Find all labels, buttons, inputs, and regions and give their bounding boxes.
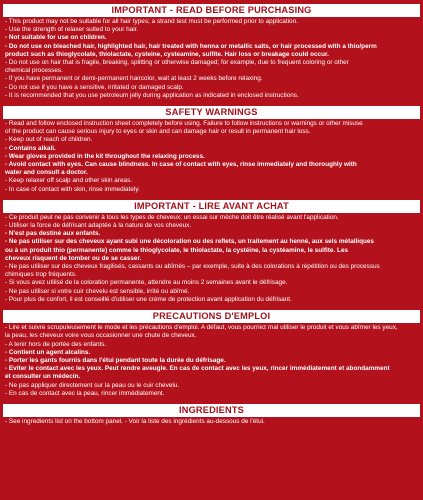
warning-line: - This product may not be suitable for all hair types; a strand test must be performed prior to application. — [5, 18, 298, 25]
section-heading: PRECAUTIONS D'EMPLOI — [3, 310, 420, 323]
warning-line: chemical processes. — [5, 67, 63, 75]
warning-line: - Si vous avez utilisé de la coloration permanente, attendre au moins 2 semaines avant le défrisage. — [5, 279, 288, 287]
warning-line: - Eviter le contact avec les yeux. Peut rendre aveugle. En cas de contact avec les yeux, rincer immédiatement et abondamment — [5, 365, 390, 373]
section-heading: IMPORTANT - LIRE AVANT ACHAT — [3, 200, 420, 213]
section-heading: IMPORTANT - READ BEFORE PURCHASING — [3, 4, 420, 17]
warning-line: product such as thioglycolate, thiolactate, cysteine, cysteamine, sulfite. Hair loss or breakage could occur. — [5, 50, 329, 58]
section-heading: INGREDIENTS — [3, 404, 420, 417]
warning-line: - If you have permanent or demi-permanent haircolor, wait at least 2 weeks before relaxing. — [5, 75, 263, 83]
warning-line: - Not suitable for use on children. — [5, 34, 107, 42]
warning-line: - Ce produit peut ne pas convenir à tous les types de cheveux; un essai sur mèche doit être réalisé avant l'application. — [5, 213, 339, 221]
warning-line: - Do not use on hair that is fragile, breaking, splitting or otherwise damaged; for example, due to frequent coloring or other — [5, 59, 349, 67]
warning-line: - N'est pas destiné aux enfants. — [5, 230, 101, 238]
section-safety-warnings — [3, 106, 420, 194]
warning-line: of the product can cause serious injury to eyes or skin and can damage hair or result in permanent hair loss. — [5, 128, 311, 136]
warning-line: - Utiliser la force de défrisant adaptée à la nature de vos cheveux. — [5, 222, 192, 230]
section-body — [3, 120, 420, 194]
warning-line: - Use the strength of relaxer suited to your hair. — [5, 26, 139, 34]
section-body — [3, 418, 420, 426]
warning-line: - Contains alkali. — [5, 144, 56, 152]
warning-line: la peau, les cheveux voire vous occasionner une chute de cheveux. — [5, 332, 197, 340]
warning-line: - See ingredients list on the bottom panel. - Voir la liste des ingrédients au-dessous de l'étui. — [5, 417, 265, 425]
warning-line: - Lire et suivre scrupuleusement le mode et les précautions d'emploi. A défaut, vous pourriez mal utiliser le produit et vous abîmer les yeux, — [5, 324, 398, 332]
section-body — [3, 324, 420, 398]
warning-line: - Keep relaxer off scalp and other skin areas. — [5, 177, 133, 185]
warning-line: water and consult a doctor. — [5, 169, 88, 177]
warning-line: - Porter les gants fournis dans l'étui pendant toute la durée du défrisage. — [5, 356, 226, 364]
warning-line: - In case of contact with skin, rinse immediately. — [5, 185, 140, 193]
section-heading: SAFETY WARNINGS — [3, 106, 420, 119]
warning-line: - Ne pas appliquer directement sur la peau ou le cuir chevelu. — [5, 381, 180, 389]
warning-line: - Ne pas utiliser si votre cuir chevelu est sensible, irrité ou abîmé. — [5, 287, 190, 295]
warning-line: - Ne pas utiliser sur des cheveux fragilisés, cassants ou abîmés – par exemple, suite à des colorations à répétition ou des processus — [5, 263, 380, 271]
section-important-lire — [3, 200, 420, 304]
warning-line: - A tenir hors de portée des enfants. — [5, 340, 107, 348]
warning-line: cheveux risquent de tomber ou de se casser. — [5, 254, 142, 262]
warning-line: - Pour plus de confort, il est conseillé d'utiliser une crème de protection avant application du défrisant. — [5, 295, 292, 303]
warning-line: - Do not use if you have a sensitive, irritated or damaged scalp. — [5, 83, 184, 91]
section-important-read — [3, 4, 420, 100]
warning-line: - Keep out of reach of children. — [5, 136, 93, 144]
warning-line: ou à un produit thio (permanente) comme le thioglycolate, le thiolactate, la cystéine, la cystéamine, le sulfite. Les — [5, 246, 349, 254]
warning-line: - Contient un agent alcalins. — [5, 348, 91, 356]
warning-line: - Wear gloves provided in the kit throughout the relaxing process. — [5, 152, 205, 160]
section-precautions — [3, 310, 420, 398]
section-body — [3, 214, 420, 304]
warning-line: - En cas de contact avec la peau, rincer immédiatement. — [5, 389, 165, 397]
section-ingredients — [3, 404, 420, 426]
warning-line: chimiques trop fréquents. — [5, 271, 77, 279]
warning-line: - It is recommended that you use petroleum jelly during application as indicated in enclosed instructions. — [5, 91, 299, 99]
warning-line: - Do not use on bleached hair, highlighted hair, hair treated with henna or metallic salts, or hair processed with a thio/perm — [5, 42, 377, 50]
warning-line: - Avoid contact with eyes. Can cause blindness. In case of contact with eyes, rinse immediately and thoroughly with — [5, 161, 357, 169]
section-body — [3, 18, 420, 100]
warning-line: - Read and follow enclosed instruction sheet completely before using. Failure to follow instructions or warnings or other misuse — [5, 120, 363, 128]
warning-line: - Ne pas utiliser sur des cheveux ayant subi une décoloration ou des reflets, un traitement au henné, aux sels métalliques — [5, 238, 374, 246]
warning-line: et consulter un médecin. — [5, 373, 81, 381]
